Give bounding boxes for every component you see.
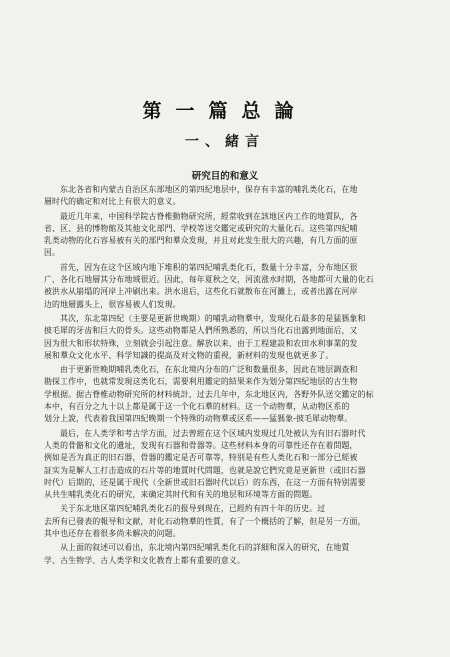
paragraph: [44, 503, 414, 540]
text-line: 証实为是解人工打击造成的石片等的地質时代問題，也就是說它們究竟是更新世（或旧石器: [44, 465, 366, 475]
text-line: 展和羣众文化水平、科学知識的提高及对文物的重视，新材料的发現也就更多了。: [44, 350, 334, 360]
text-line: 被洪水从崩塌的河岸上冲刷出来。洪水退后，这些化石就散布在河灘上，或者出露在河岸: [44, 287, 358, 297]
text-line: 从共生哺乳类化石的研究，来确定其时代和有关的地层和环境等方面的問題。: [44, 490, 318, 500]
text-line: 关于东北地区第四紀哺乳类化石的报导到现在，已經約有四十年的历史。过: [60, 504, 326, 514]
chapter-title: 一、緒言: [185, 134, 265, 150]
text-line: 乳类动物的化石容易被有关的部門和羣众发現，并且对此发生很大的兴趣，有几方面的原: [44, 236, 358, 246]
text-line: 划分上說，代表着我国第四紀晚期一个特殊的动物羣或区系——猛獁象-披毛犀动物羣。: [44, 414, 353, 424]
text-line: 本中，有百分之九十以上都是属于这一个化石羣的材料。这一个动物羣，从动物区系的: [44, 402, 350, 412]
text-line: 其次，东北第四紀（主要是更新世晚期）的哺乳动物羣中，发現化石最多的是猛獁象和: [60, 313, 366, 323]
text-line: 去所有已發表的報导和文献，对化石动物羣的性質，有了一个概括的了解，但是另一方面，: [44, 516, 366, 526]
text-line: 从上面的叙述可以看出，东北境内第四紀哺乳类化石的詳細和深入的研究，在地質: [60, 543, 350, 553]
text-line: 因为很大和形状特殊，立刻就会引起注意。解放以来，由于工程建設和农田水利事業的发: [44, 338, 358, 348]
text-line: 其中也还存在着很多尚未解决的问题。: [44, 529, 181, 539]
text-line: 層时代的确定和对比上有很大的意义。: [44, 197, 181, 207]
text-line: 首先，因为在这个区域内地下堆积的第四紀哺乳类化石，数量十分丰富，分布地区很: [60, 262, 358, 272]
text-line: 最近几年来，中国科学院古脊椎動物研究所，經常收到在該地区内工作的地質队，各: [60, 211, 358, 221]
text-line: 因。: [44, 248, 61, 258]
paragraph: [44, 313, 414, 362]
text-line: 省、区、县的博物館及其他文化部門、学校等送交鑑定或研究的大量化石。这些第四紀哺: [44, 223, 358, 233]
text-line: 披毛犀的牙齿和巨大的骨头。这些动物都是人們所熟悉的，所以当化石出露到地面后，又: [44, 326, 358, 336]
body-text: [44, 184, 414, 569]
text-line: 边的地層露头上，很容易被人们发現。: [44, 299, 181, 309]
text-line: 由于更新世晚期哺乳类化石，在东北境内分布的广泛和数量很多，因此在地层調查和: [60, 365, 358, 375]
paragraph: [44, 211, 414, 260]
paragraph: [44, 364, 414, 425]
text-line: 时代）后期的，还是属于现代（全新世或旧石器时代以后）的东西，在这一方面有特别需要: [44, 477, 366, 487]
text-line: 学根据。据古脊椎动物研究所的材料統計，过去几年中，东北地区内，各野外队送交鑑定的标: [44, 389, 374, 399]
text-line: 广，各化石地層其分布地域很近。因此，每年夏秋之交，河流涨水时期，各地都可大量的化石: [44, 275, 374, 285]
text-line: 最后，在人类学和考古学方面，过去曾經在这个区域内发現过几处被认为有旧石器时代: [60, 428, 366, 438]
text-line: 勘探工作中，也就常发現这类化石，需要利用鑑定的結果来作为划分第四紀地层的古生物: [44, 377, 358, 387]
paragraph: [44, 262, 414, 311]
section-title: 研究目的和意义: [191, 171, 259, 182]
text-line: 例如是否为真正的旧石器，骨器的鑑定是否可靠等，特别是有些人类化石和一部分已經被: [44, 453, 358, 463]
text-line: 学、古生物学、古人类学和文化教育上都有重要的意义。: [44, 555, 246, 565]
page-title: 第一篇总論: [142, 100, 308, 122]
paragraph: [44, 542, 414, 567]
text-line: 东北各省和内蒙古自治区东部地区的第四紀地层中，保存有丰富的哺乳类化石，在地: [60, 185, 358, 194]
text-line: 人类的骨骼和文化的遺址，发现有石器和骨器等。这些材料本身的可靠性还存在着問題，: [44, 440, 358, 450]
paragraph: [44, 428, 414, 502]
paragraph: [44, 184, 414, 209]
